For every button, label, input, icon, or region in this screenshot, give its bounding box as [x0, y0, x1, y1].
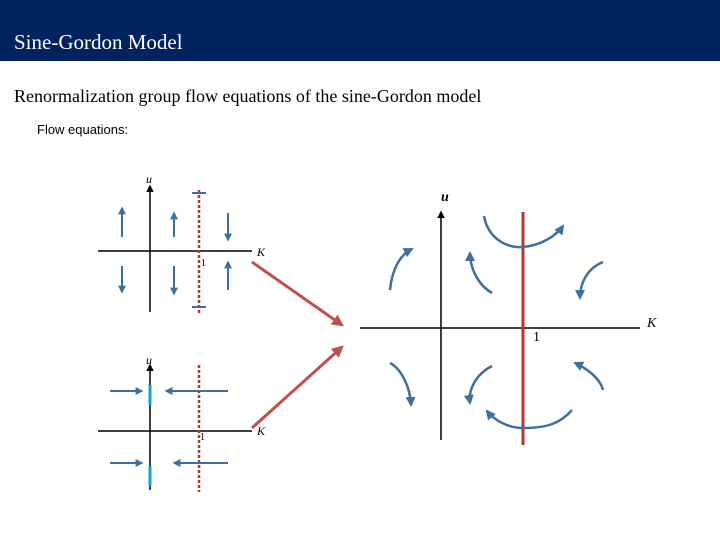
- flow-curve-arrow: [390, 363, 411, 405]
- flow-curve-arrow: [575, 363, 603, 390]
- bottom-left-u-label: u: [146, 353, 152, 367]
- top-left-critical-label: 1: [201, 258, 206, 269]
- flow-curve-arrow: [470, 253, 492, 293]
- transition-arrow-bottom: [252, 347, 342, 428]
- flow-curve-arrow: [580, 262, 603, 298]
- flow-curve-arrow: [470, 366, 492, 403]
- right-k-label: K: [647, 316, 657, 331]
- transition-arrow-top: [252, 262, 342, 325]
- flow-curve-arrow: [487, 410, 572, 428]
- right-flow-diagram: [360, 190, 657, 445]
- bottom-left-critical-label: 1: [200, 432, 205, 443]
- bottom-left-k-label: K: [257, 424, 266, 438]
- flow-equations-label: Flow equations:: [37, 122, 129, 137]
- top-left-k-label: K: [257, 245, 266, 259]
- right-critical-label: 1: [533, 330, 540, 345]
- slide-title: Sine-Gordon Model: [14, 30, 183, 54]
- top-left-flow-diagram: [98, 172, 266, 313]
- top-left-u-label: u: [146, 172, 152, 186]
- slide-subtitle: Renormalization group flow equations of the sine-Gordon model: [14, 86, 482, 106]
- bottom-left-flow-diagram: [98, 353, 266, 492]
- flow-curve-arrow: [390, 249, 412, 290]
- right-u-label: u: [441, 190, 449, 205]
